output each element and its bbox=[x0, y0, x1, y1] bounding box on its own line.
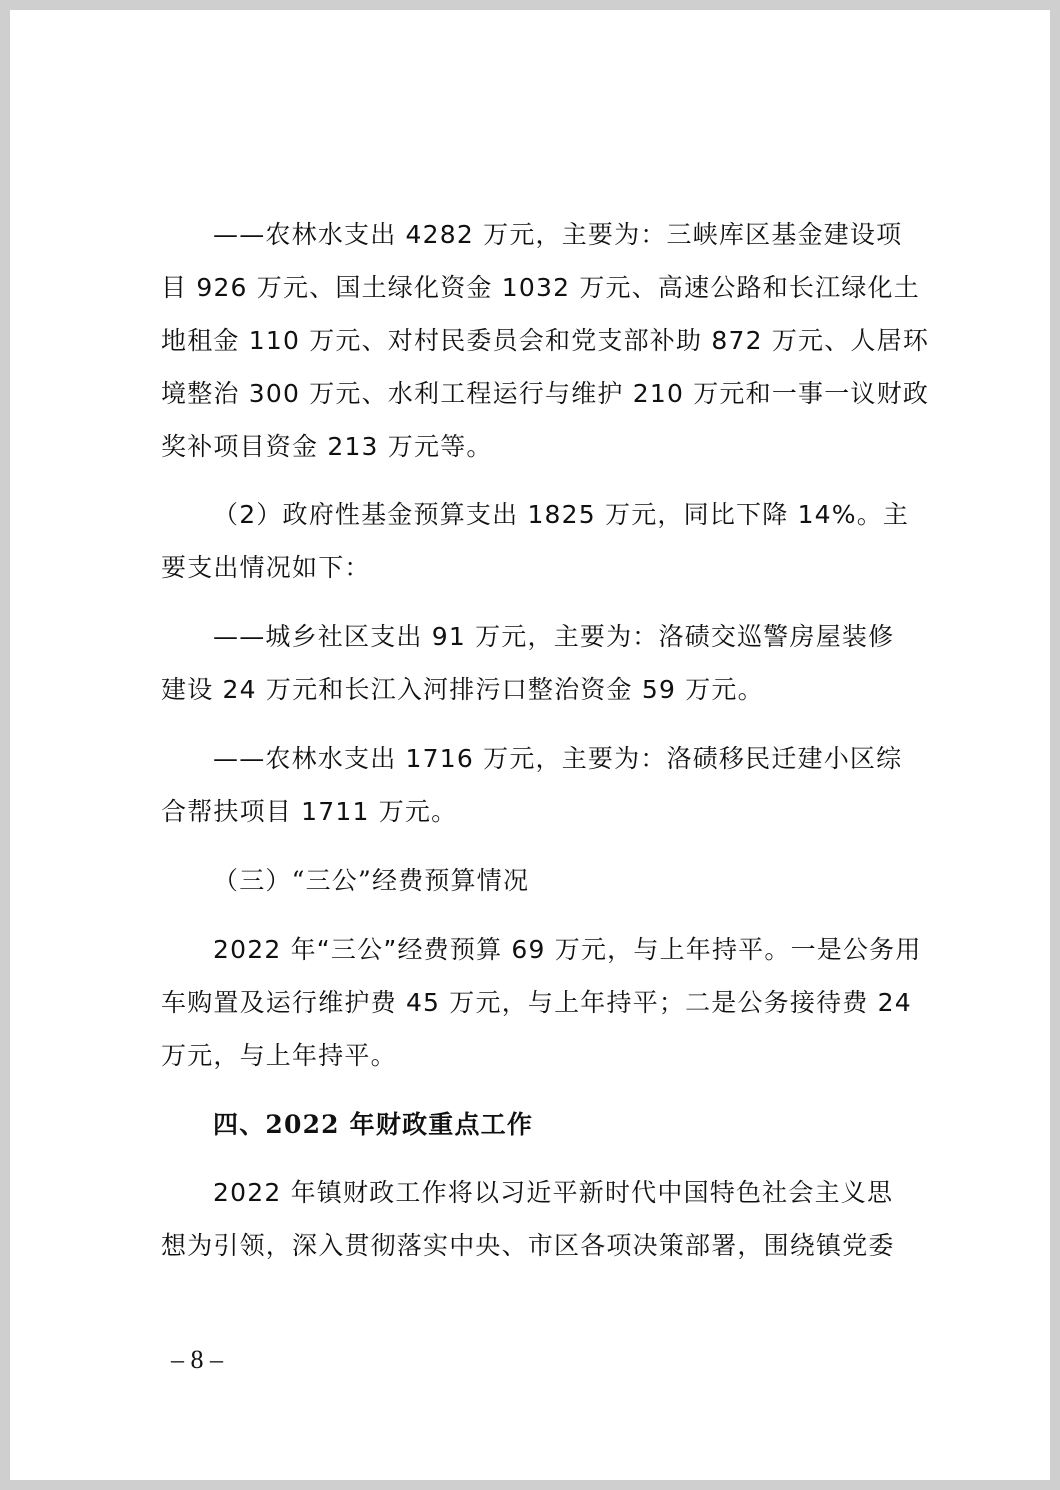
paragraph-key-work-line-1: 2022 年镇财政工作将以习近平新时代中国特色社会主义思 bbox=[213, 1178, 894, 1207]
paragraph-agri-forestry-water-line-1: ——农林水支出 4282 万元，主要为：三峡库区基金建设项 bbox=[213, 220, 903, 249]
paragraph-urban-rural-line-1: ——城乡社区支出 91 万元，主要为：洛碛交巡警房屋装修 bbox=[213, 622, 895, 651]
paragraph-agri-fund-line-2: 合帮扶项目 1711 万元。 bbox=[161, 797, 458, 826]
page-number: – 8 – bbox=[171, 1345, 223, 1374]
paragraph-key-work-line-2: 想为引领，深入贯彻落实中央、市区各项决策部署，围绕镇党委 bbox=[161, 1231, 895, 1260]
document-page bbox=[10, 10, 1050, 1480]
section-heading-key-work: 四、2022 年财政重点工作 bbox=[213, 1110, 534, 1139]
paragraph-gov-fund-line-1: （2）政府性基金预算支出 1825 万元，同比下降 14%。主 bbox=[213, 500, 910, 529]
paragraph-three-public-line-3: 万元，与上年持平。 bbox=[161, 1041, 397, 1070]
paragraph-three-public-line-1: 2022 年“三公”经费预算 69 万元，与上年持平。一是公务用 bbox=[213, 935, 922, 964]
paragraph-agri-forestry-water-line-2: 目 926 万元、国土绿化资金 1032 万元、高速公路和长江绿化土 bbox=[161, 273, 920, 302]
paragraph-three-public-line-2: 车购置及运行维护费 45 万元，与上年持平；二是公务接待费 24 bbox=[161, 988, 912, 1017]
paragraph-urban-rural-line-2: 建设 24 万元和长江入河排污口整治资金 59 万元。 bbox=[161, 675, 764, 704]
paragraph-agri-forestry-water-line-5: 奖补项目资金 213 万元等。 bbox=[161, 432, 493, 461]
paragraph-agri-fund-line-1: ——农林水支出 1716 万元，主要为：洛碛移民迁建小区综 bbox=[213, 744, 903, 773]
paragraph-agri-forestry-water-line-4: 境整治 300 万元、水利工程运行与维护 210 万元和一事一议财政 bbox=[161, 379, 930, 408]
paragraph-agri-forestry-water-line-3: 地租金 110 万元、对村民委员会和党支部补助 872 万元、人居环 bbox=[161, 326, 930, 355]
paragraph-gov-fund-line-2: 要支出情况如下： bbox=[161, 553, 371, 582]
section-heading-three-public: （三）“三公”经费预算情况 bbox=[213, 866, 530, 895]
